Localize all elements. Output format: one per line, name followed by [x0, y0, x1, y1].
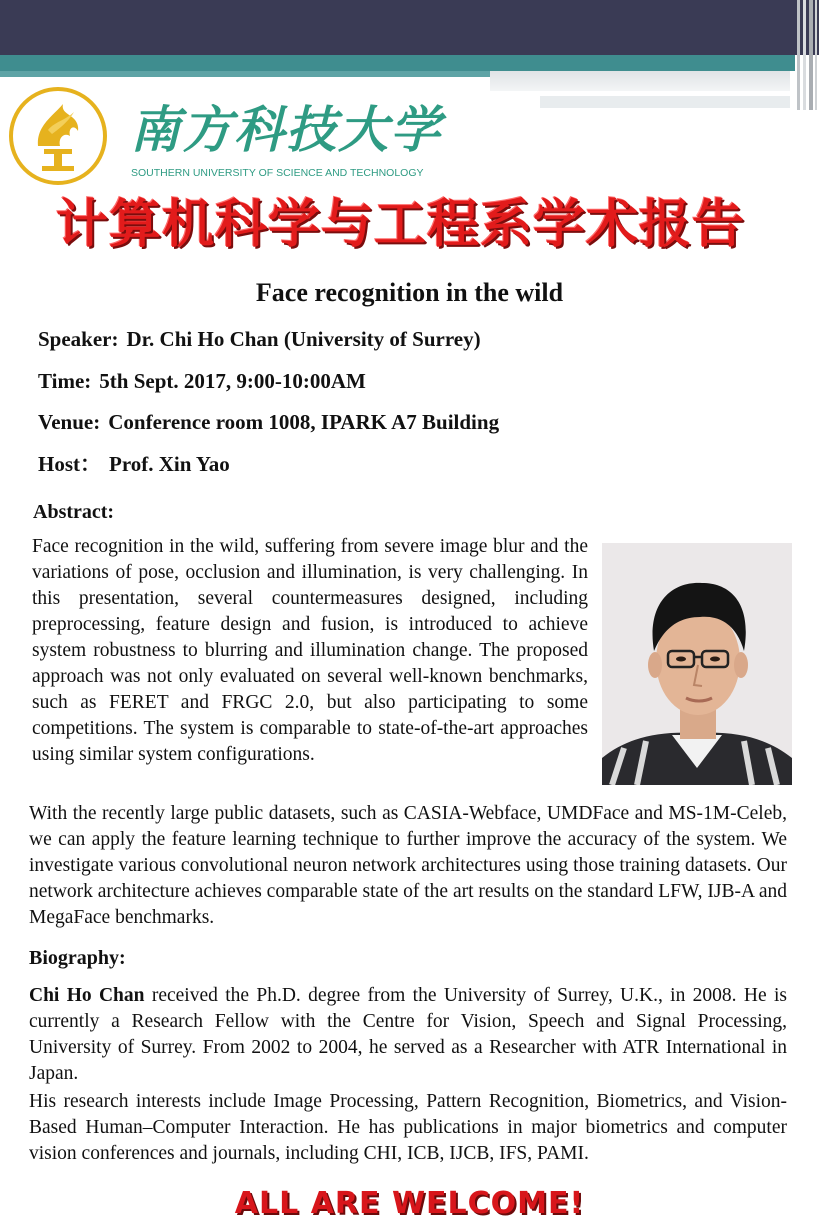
header-band-grey-thin: [540, 96, 790, 108]
all-are-welcome-banner: ALL ARE WELCOME!: [234, 1186, 585, 1221]
biography-paragraph-1-text: received the Ph.D. degree from the University of Surrey, U.K., in 2008. He is currently a Research Fellow with the Centre for Vision, Speech and Signal Processing, University of Surrey. From 2002 to 2004, he served as a Researcher with ATR International in Japan.: [29, 985, 787, 1084]
header-band-grey: [490, 71, 790, 91]
header-stripe: [809, 0, 813, 110]
speaker-label: Speaker:: [38, 327, 119, 351]
venue-value: Conference room 1008, IPARK A7 Building: [108, 410, 500, 434]
time-line: [38, 367, 366, 395]
university-logo-icon: [8, 86, 108, 186]
speaker-value: Dr. Chi Ho Chan (University of Surrey): [126, 327, 481, 351]
biography-heading: Biography:: [29, 947, 126, 969]
biography-paragraph-1: [29, 983, 787, 1087]
host-value: Prof. Xin Yao: [109, 452, 230, 476]
abstract-paragraph-1: Face recognition in the wild, suffering from severe image blur and the variations of pose, occlusion and illumination, is very challenging. In this presentation, several countermeasures designed, including preprocessing, feature design and fusion, is introduced to achieve system robustness to blurring and illumination change. The proposed approach was not only evaluated on several well-known benchmarks, such as FERET and FRGC 2.0, but also participating to some competitions. The system is comparable to state-of-the-art approaches using similar system configurations.: [32, 536, 588, 765]
abstract-heading: Abstract:: [33, 501, 115, 523]
host-line: [38, 450, 230, 478]
header-band-dark: [0, 0, 819, 55]
venue-line: [38, 408, 499, 436]
department-title: 计算机科学与工程系学术报告: [56, 195, 746, 255]
host-label: Host：: [38, 452, 101, 476]
talk-title: Face recognition in the wild: [255, 278, 564, 307]
abstract-paragraph-2: With the recently large public datasets, such as CASIA-Webface, UMDFace and MS-1M-Celeb, we can apply the feature learning technique to further improve the accuracy of the system. We investigate various convolutional neuron network architectures using those training datasets. Our network architecture achieves comparable state of the art results on the standard LFW, IJB-A and MegaFace benchmarks.: [29, 803, 787, 928]
time-value: 5th Sept. 2017, 9:00-10:00AM: [99, 369, 366, 393]
university-name-en: SOUTHERN UNIVERSITY OF SCIENCE AND TECHNOLOGY: [131, 167, 424, 179]
header-stripe: [803, 0, 806, 110]
header-stripe: [797, 0, 800, 110]
header-stripe: [815, 0, 817, 110]
venue-label: Venue:: [38, 410, 101, 434]
biography-paragraph-2: His research interests include Image Processing, Pattern Recognition, Biometrics, and Vision-Based Human–Computer Interaction. He has publications in major biometrics and computer vision conferences and journals, including CHI, ICB, IJCB, IFS, PAMI.: [29, 1091, 787, 1164]
university-name-cn: 南方科技大学: [130, 100, 442, 159]
time-label: Time:: [38, 369, 92, 393]
speaker-line: [38, 325, 481, 353]
header-band-teal: [0, 55, 795, 71]
speaker-photo: [602, 543, 792, 785]
biography-name: Chi Ho Chan: [29, 985, 145, 1006]
